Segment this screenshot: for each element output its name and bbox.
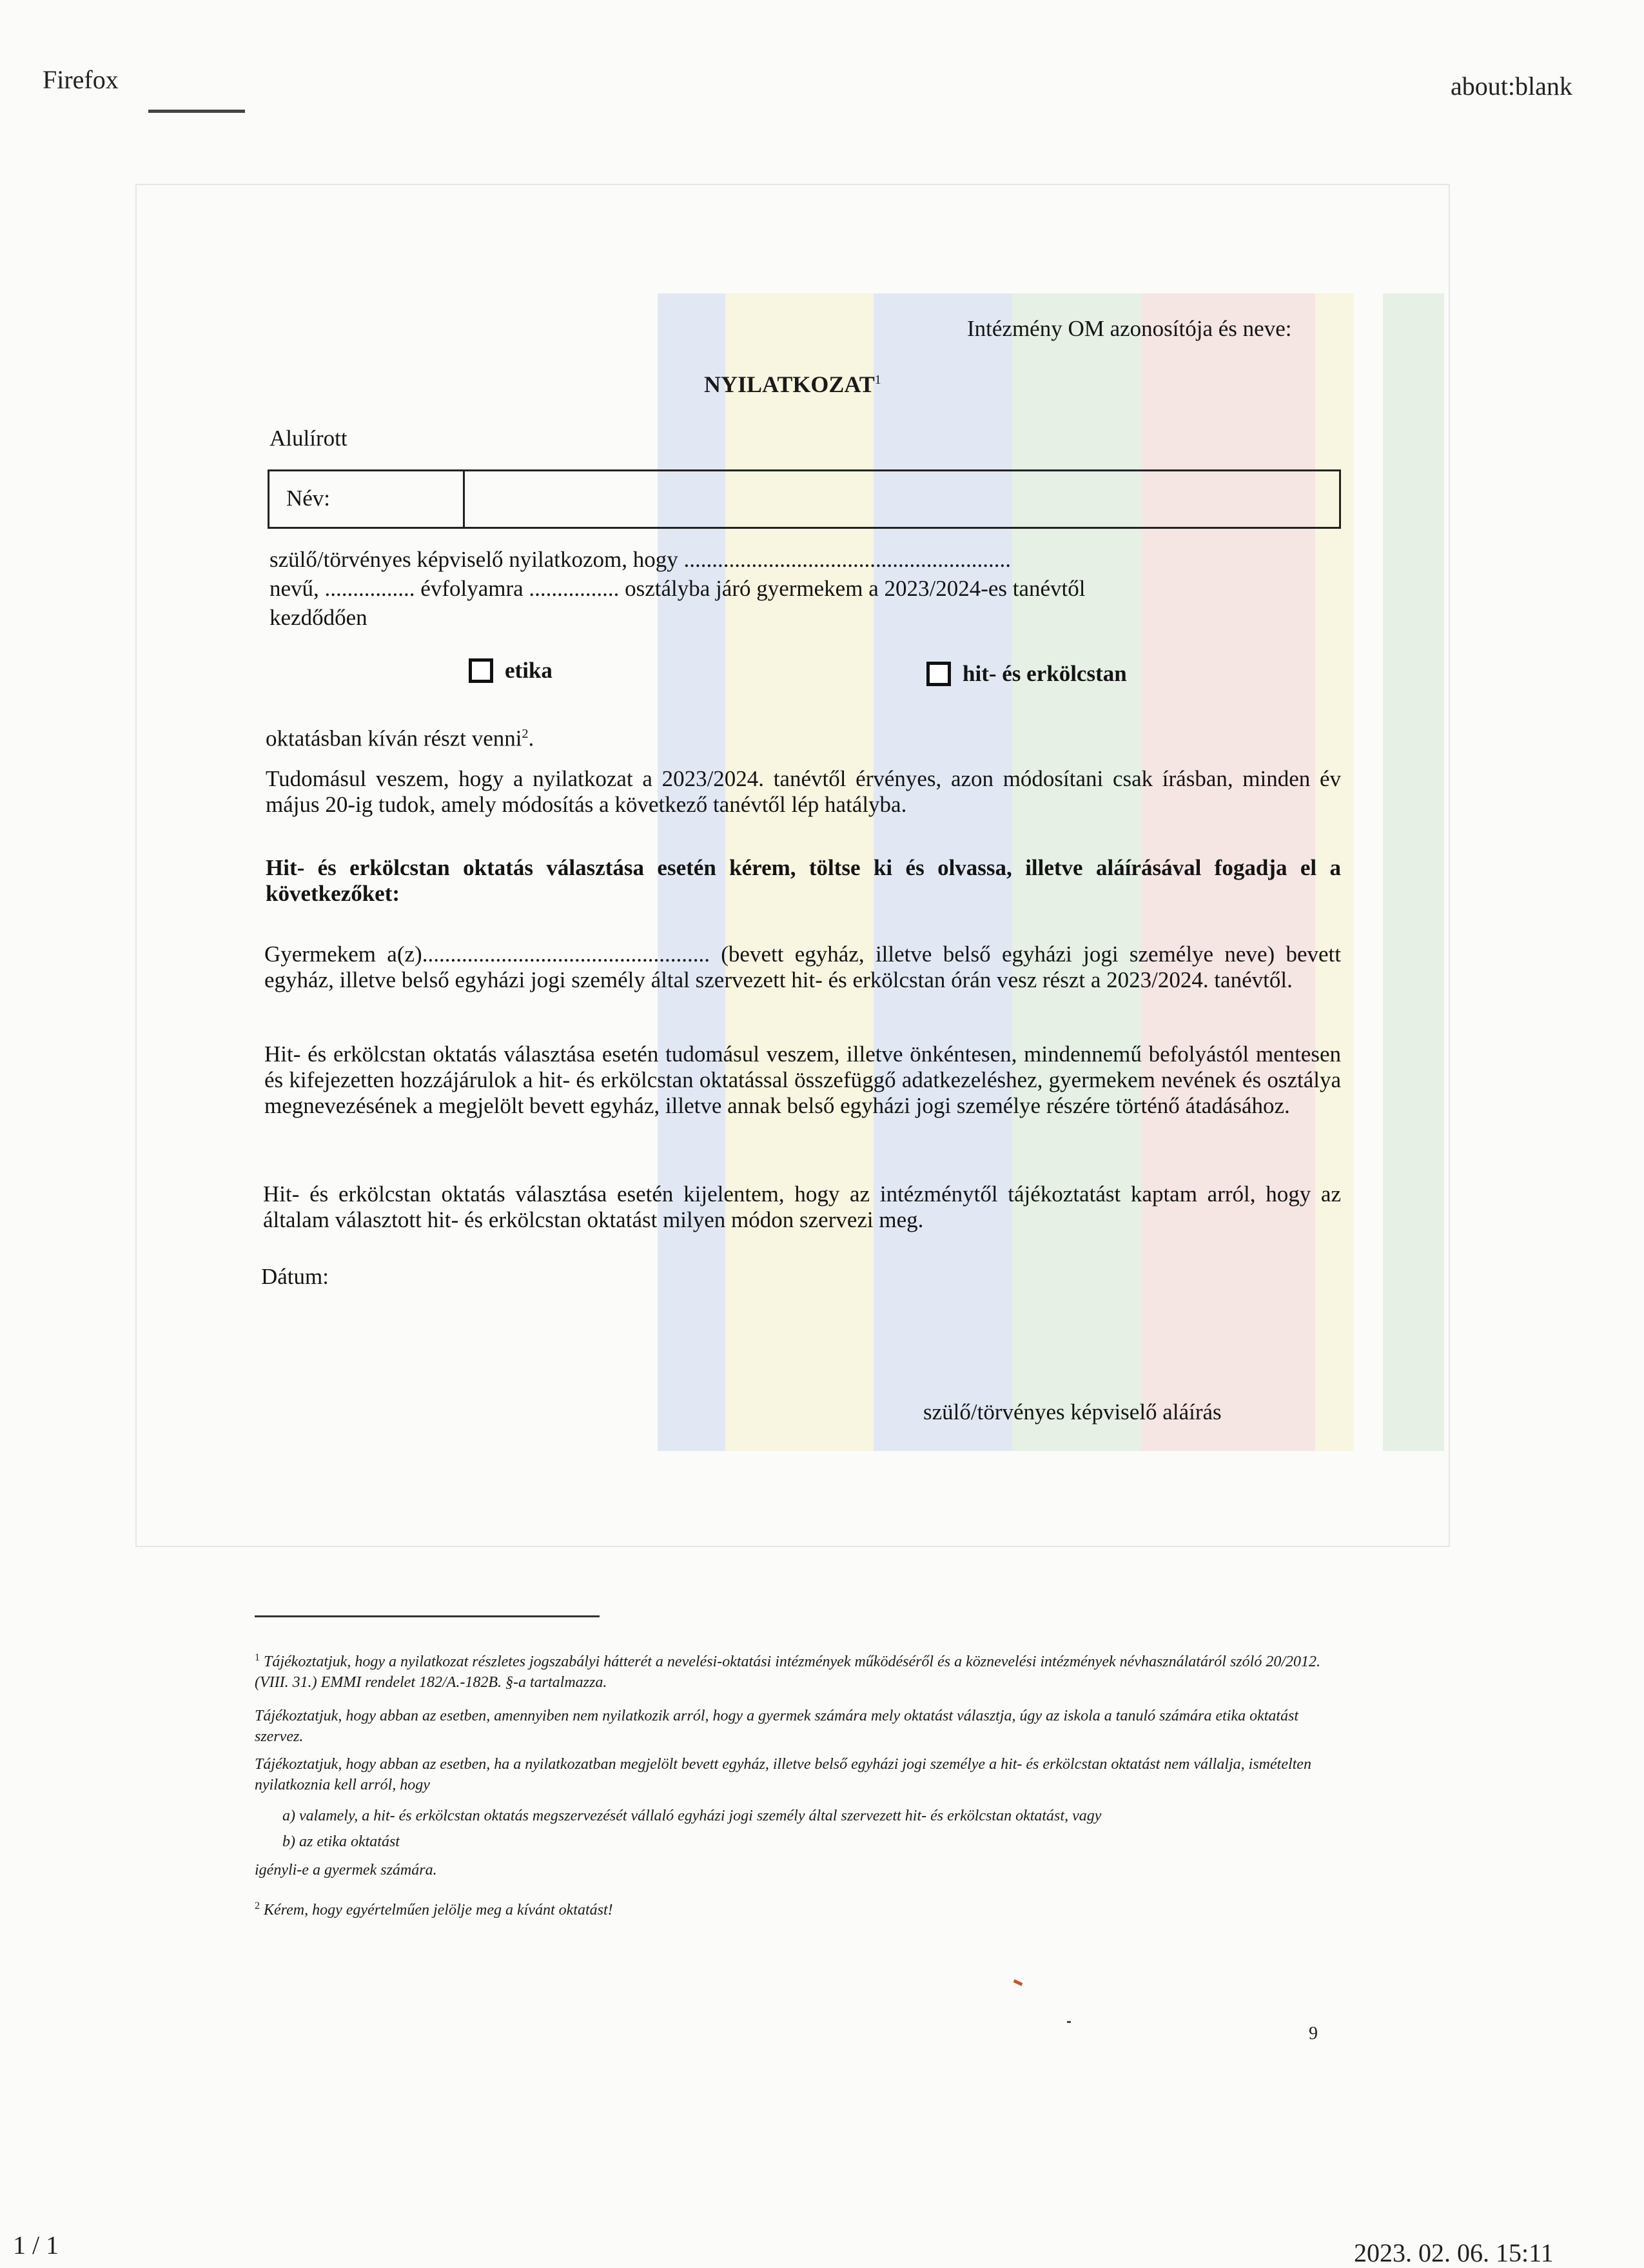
footnote-1f: igényli-e a gyermek számára. xyxy=(255,1862,437,1878)
name-label: Név: xyxy=(286,486,331,511)
name-field[interactable] xyxy=(464,471,1338,526)
footnote-2: $^2$ Kérem, hogy egyértelműen jelölje meg a kívánt oktatást! xyxy=(255,1900,613,1918)
declaration-line-3: kezdődően xyxy=(269,605,367,630)
footnote-1d: a) valamely, a hit- és erkölcstan oktatás megszervezését vállaló egyházi jogi személy által szervezett hit- és erkölcstan oktatást, vagy xyxy=(282,1808,1102,1824)
datum-label: Dátum: xyxy=(261,1264,329,1289)
browser-app-name: Firefox xyxy=(43,65,119,94)
document-title: NYILATKOZAT$^1$ xyxy=(704,371,881,397)
footnote-1c: Tájékoztatjuk, hogy abban az esetben, ha a nyilatkozatban megjelölt bevett egyház, illetve belső egyházi jogi személye a hit- és erkölcstan oktatást nem vállalja, ismételten nyilatkoznia kell arról, hogy xyxy=(255,1756,1311,1793)
institution-label: Intézmény OM azonosítója és neve: xyxy=(967,316,1292,341)
adatkezeles-paragraph: Hit- és erkölcstan oktatás választása esetén tudomásul veszem, illetve önkéntesen, mindennemű befolyástól mentesen és kifejezetten hozzájárulok a hit- és erkölcstan oktatással összefüggő adatkezeléshez, gyermekem nevének és osztálya megnevezésének a megjelölt bevett egyház, illetve annak belső egyházi jogi személye részére történő átadásához. xyxy=(264,1041,1341,1118)
checkbox-etika[interactable] xyxy=(469,658,493,683)
footnote-1: $^1$ Tájékoztatjuk, hogy a nyilatkozat részletes jogszabályi hátterét a nevelési-oktatási intézmények működéséről és a köznevelési intézmények névhasználatáról szóló 20/2012. (VIII. 31.) EMMI rendelet 182/A.-182B. §-a tartalmazza. xyxy=(255,1652,1320,1691)
page-counter: 1 / 1 xyxy=(13,2231,59,2260)
page-number: 9 xyxy=(1309,2024,1318,2044)
footnote-rule xyxy=(255,1615,600,1617)
gyermekem-paragraph: Gyermekem a(z)................................................... (bevett egyház, illetve belső egyházi jogi személye neve) bevett egyház, illetve belső egyházi jogi személy által szervezett hit- és erkölcstan órán vesz részt a 2023/2024. tanévtől. xyxy=(264,942,1341,992)
tajekoztatas-paragraph: Hit- és erkölcstan oktatás választása esetén kijelentem, hogy az intézménytől tájékoztatást kaptam arról, hogy az általam választott hit- és erkölcstan oktatást milyen módon szervezi meg. xyxy=(263,1181,1341,1232)
footnote-1b: Tájékoztatjuk, hogy abban az esetben, amennyiben nem nyilatkozik arról, hogy a gyermek számára mely oktatást választja, úgy az iskola a tanuló számára etika oktatást szervez. xyxy=(255,1708,1299,1745)
hit-heading: Hit- és erkölcstan oktatás választása esetén kérem, töltse ki és olvassa, illetve aláírásával fogadja el a következőket: xyxy=(266,855,1341,906)
tudomasul-paragraph: Tudomásul veszem, hogy a nyilatkozat a 2023/2024. tanévtől érvényes, azon módosítani csak írásban, minden év május 20-ig tudok, amely módosítás a következő tanévtől lép hatályba. xyxy=(266,766,1341,817)
option-etika-label: etika xyxy=(505,658,553,683)
browser-url: about:blank xyxy=(1451,72,1572,101)
dust-speck xyxy=(1067,2021,1071,2023)
header-rule xyxy=(148,110,245,113)
print-timestamp: 2023. 02. 06. 15:11 xyxy=(1354,2238,1554,2267)
alulirott-label: Alulírott xyxy=(269,426,347,451)
option-hit[interactable] xyxy=(926,661,1127,687)
footnote-1e: b) az etika oktatást xyxy=(282,1833,400,1850)
ink-speck xyxy=(1013,1979,1023,1986)
signature-label: szülő/törvényes képviselő aláírás xyxy=(923,1399,1222,1425)
option-hit-label: hit- és erkölcstan xyxy=(963,661,1127,686)
option-etika[interactable] xyxy=(469,658,553,684)
declaration-line-1: szülő/törvényes képviselő nyilatkozom, hogy .......................................................... xyxy=(269,547,1012,572)
declaration-line-2: nevű, ................ évfolyamra ................ osztályba járó gyermekem a 2023/2024-es tanévtől xyxy=(269,576,1086,601)
oktatasban-text: oktatásban kíván részt venni$^2$. xyxy=(266,725,534,751)
checkbox-hit[interactable] xyxy=(926,662,951,686)
